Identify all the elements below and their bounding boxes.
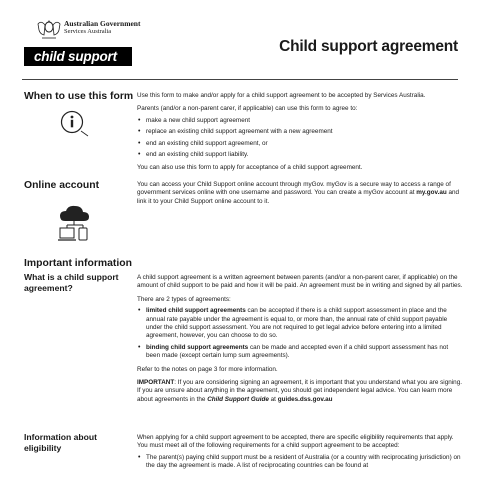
info-icon [58,109,92,144]
binding-desc: can be made and accepted even if a child support assessment has not been made (except certain lump sum agreements). [146,343,449,360]
list-item: • end an existing child support liability. [137,151,463,159]
cloud-devices-icon [57,203,93,248]
important-note-text: : If you are considering signing an agreement, it is important that you understand what you are signing. If you are unsure about anything in the agreement, you should get independent legal advice. You can learn more about agreements in the [137,379,463,403]
list-item: • The parent(s) paying child support must be a resident of Australia (or a country with reciprocating jurisdiction) on the day the agreement is made. A list of reciprocating countries can be found at [137,454,463,471]
what-text: A child support agreement is a written agreement between parents (and/or a non-parent carer, if applicable) on the amount of child support to be paid and how it will be paid. An agreement must be in writing and signed by all parties. [137,274,463,290]
important-body [137,274,463,404]
mygov-link[interactable]: my.gov.au [416,189,447,197]
online-account-body [137,181,463,206]
header-divider [22,79,458,80]
list-item [137,344,463,361]
parents-text: Parents (and/or a non-parent carer, if applicable) can use this form to agree to: [137,105,358,113]
online-account-text [137,181,463,206]
government-logo-text [64,20,140,35]
child-support-guide-title: Child Support Guide [207,395,269,403]
eligibility-text: When applying for a child support agreement to be accepted, there are specific eligibility requirements that apply. You must meet all of the following requirements for a child support agreement to be accepted: [137,434,454,450]
important-label: IMPORTANT [137,379,175,387]
at-word: at [268,395,278,403]
binding-term: binding child support agreements [146,343,249,351]
what-is-agreement-heading: What is a child support agreement? [24,272,119,293]
limited-term: limited child support agreements [146,307,246,315]
coat-of-arms-icon [36,18,62,42]
list-item: • end an existing child support agreement, or [137,140,463,148]
refer-text: Refer to the notes on page 3 for more information. [137,365,278,373]
list-item: • make a new child support agreement [137,117,463,125]
when-to-use-heading: When to use this form [24,91,134,102]
also-text: You can also use this form to apply for acceptance of a child support agreement. [137,164,363,172]
guides-link[interactable]: guides.dss.gov.au [277,395,333,403]
gov-line-2: Services Australia [64,27,112,35]
brand-banner: child support [24,47,132,66]
eligibility-body [137,434,463,471]
gov-line-1: Australian Government [64,19,141,28]
uses-list [137,117,463,160]
online-account-heading: Online account [24,180,100,191]
important-note [137,379,463,404]
online-text-post: and link it to your Child Support online account to it. [137,189,460,205]
list-item [137,307,463,341]
eligibility-heading: Information about eligibility [24,432,98,453]
page-header [0,0,480,80]
document-title: Child support agreement [279,38,458,55]
eligibility-list [137,454,463,471]
important-information-heading: Important information [24,258,132,269]
online-text-pre: You can access your Child Support online account through myGov. myGov is a secure way to access a range of government services online with one username and password. You can create a myGov account at [137,181,451,197]
intro-text: Use this form to make and/or apply for a child support agreement to be accepted by Services Australia. [137,92,426,99]
types-intro: There are 2 types of agreements: [137,295,231,303]
limited-desc: can be accepted if there is a child support assessment in place and the annual rate payable under the agreement is equal to, or more than, the annual rate of child support payable under the child support assessment. You are not required to get legal advice before entering into a limited agreement, however, you can choose to do so. [146,307,448,340]
agreement-types-list [137,307,463,360]
list-item: • replace an existing child support agreement with a new agreement [137,128,463,136]
when-to-use-body [137,92,463,173]
